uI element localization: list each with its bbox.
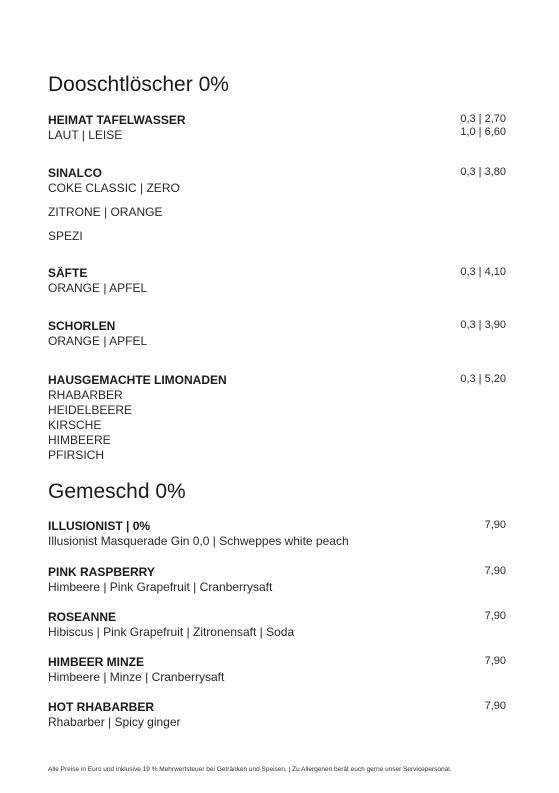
item-description: ORANGE | APFEL: [48, 334, 148, 348]
item-name: SCHORLEN: [48, 319, 116, 333]
item-description: Himbeere | Minze | Cranberrysaft: [48, 670, 225, 684]
menu-item-saefte: [48, 266, 506, 296]
menu-item-hausgemachte-limonaden: [48, 373, 506, 463]
item-price: 7,90: [484, 565, 506, 577]
menu-item-hot-rhabarber: [48, 700, 506, 730]
item-description: COKE CLASSIC | ZERO: [48, 181, 180, 195]
item-price: 0,3 | 5,20: [460, 373, 506, 385]
menu-item-illusionist: [48, 519, 506, 549]
item-description: HEIDELBEERE: [48, 403, 133, 417]
section-title-gemeschd: Gemeschd 0%: [48, 480, 186, 503]
item-price-block: [460, 266, 506, 279]
item-description: Rhabarber | Spicy ginger: [48, 715, 181, 729]
menu-item-schorlen: [48, 319, 506, 349]
item-name: HIMBEER MINZE: [48, 655, 144, 669]
item-price-block: [460, 113, 506, 139]
item-name: SINALCO: [48, 166, 102, 180]
section-title-dooschtloescher: Dooschtlöscher 0%: [48, 73, 229, 96]
item-name: ROSEANNE: [48, 610, 117, 624]
item-price: 0,3 | 4,10: [460, 266, 506, 278]
footer-note: Alle Preise in Euro und inklusive 19 % Mehrwertsteuer bei Getränken und Speisen. | Zu Allergenen berät euch gerne unser Servicepersonal.: [48, 766, 452, 773]
item-description: HIMBEERE: [48, 433, 111, 447]
item-name: ILLUSIONIST | 0%: [48, 519, 151, 533]
item-price: 7,90: [484, 519, 506, 531]
menu-item-himbeer-minze: [48, 655, 506, 685]
item-description: SPEZI: [48, 229, 83, 243]
item-price-block: [460, 166, 506, 179]
item-description: Illusionist Masquerade Gin 0,0 | Schweppes white peach: [48, 534, 349, 548]
item-price: 1,0 | 6,60: [460, 126, 506, 138]
item-description: KIRSCHE: [48, 418, 102, 432]
item-name: HOT RHABARBER: [48, 700, 154, 714]
item-name: SÄFTE: [48, 266, 88, 280]
item-price-block: [485, 700, 506, 713]
item-description: ZITRONE | ORANGE: [48, 205, 163, 219]
item-name: HAUSGEMACHTE LIMONADEN: [48, 373, 227, 387]
item-price-block: [485, 519, 506, 532]
item-price-block: [460, 373, 506, 386]
item-price: 0,3 | 3,80: [460, 166, 506, 178]
menu-item-heimat-tafelwasser: [48, 113, 506, 143]
item-price-block: [485, 655, 506, 668]
item-description: RHABARBER: [48, 388, 123, 402]
item-price: 0,3 | 3,90: [460, 319, 506, 331]
item-description: PFIRSICH: [48, 448, 105, 462]
item-price: 7,90: [484, 610, 506, 622]
item-price-block: [460, 319, 506, 332]
item-name: HEIMAT TAFELWASSER: [48, 113, 186, 127]
item-price: 7,90: [484, 700, 506, 712]
menu-item-roseanne: [48, 610, 506, 640]
item-description: ORANGE | APFEL: [48, 281, 148, 295]
item-price: 7,90: [484, 655, 506, 667]
item-description: Hibiscus | Pink Grapefruit | Zitronensaft | Soda: [48, 625, 295, 639]
menu-item-sinalco: [48, 166, 506, 244]
item-name: PINK RASPBERRY: [48, 565, 155, 579]
item-description: Himbeere | Pink Grapefruit | Cranberrysaft: [48, 580, 273, 594]
menu-item-pink-raspberry: [48, 565, 506, 595]
item-description: LAUT | LEISE: [48, 128, 123, 142]
item-price-block: [485, 610, 506, 623]
item-price: 0,3 | 2,70: [460, 113, 506, 125]
item-price-block: [485, 565, 506, 578]
